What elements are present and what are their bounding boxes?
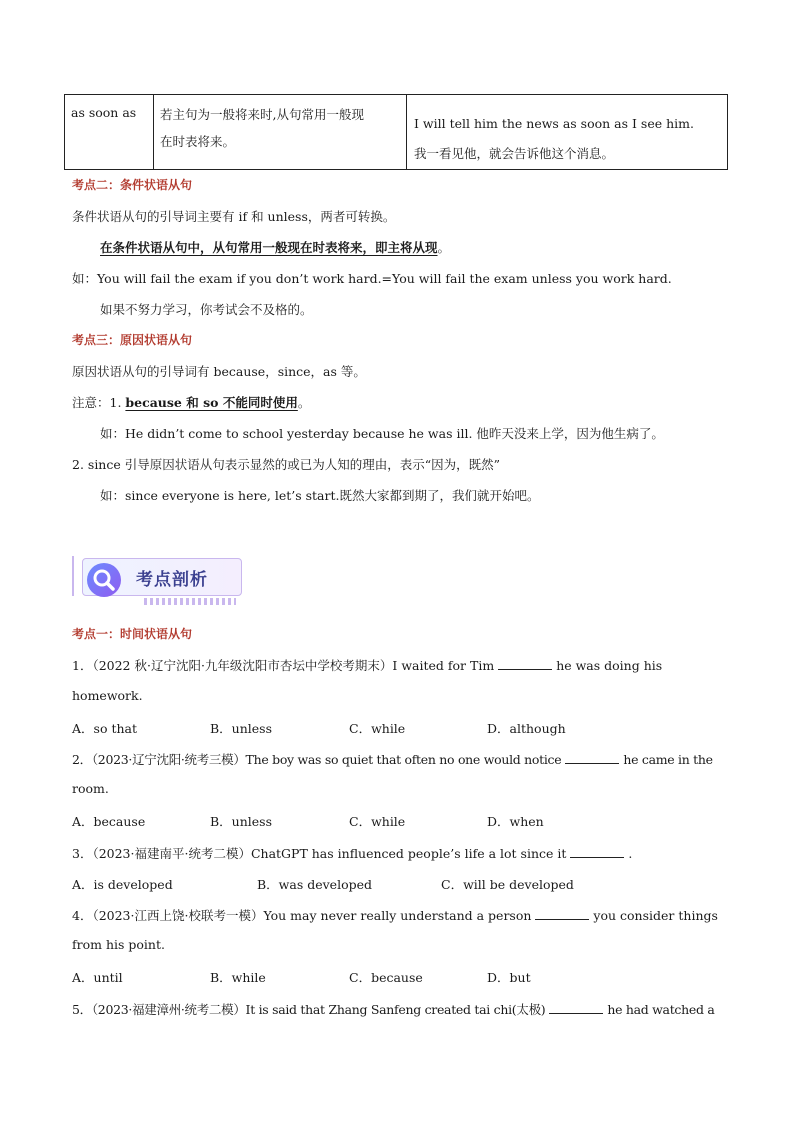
- option-a: A．is developed: [72, 877, 173, 892]
- question-1-cont: homework.: [72, 688, 143, 703]
- table-row: [65, 95, 728, 170]
- example-sentence: 如：You will fail the exam if you don’t work hard.=You will fail the exam unless you work hard.: [72, 271, 672, 286]
- answer-blank: [549, 1001, 603, 1014]
- search-icon: [84, 560, 124, 600]
- question-5: 5．（2023·福建漳州·统考二模）It is said that Zhang Sanfeng created tai chi(太极) he had watched a: [72, 1002, 715, 1017]
- section-heading-conditional: 考点二：条件状语从句: [72, 178, 193, 192]
- option-c: C．will be developed: [441, 877, 574, 892]
- option-a: A．so that: [72, 721, 137, 736]
- option-d: D．but: [487, 970, 531, 985]
- paragraph: 原因状语从句的引导词有 because，since，as 等。: [72, 364, 366, 379]
- question-3: 3．（2023·福建南平·统考二模）ChatGPT has influenced people’s life a lot since it .: [72, 846, 633, 861]
- answer-blank: [570, 845, 624, 858]
- option-b: B．while: [210, 970, 266, 985]
- option-b: B．unless: [210, 814, 273, 829]
- option-a: A．until: [72, 970, 123, 985]
- note: 注意：1. because 和 so 不能同时使用。: [72, 395, 311, 410]
- table-cell-conjunction: as soon as: [65, 95, 154, 170]
- section-banner: [72, 552, 244, 608]
- option-c: C．because: [349, 970, 423, 985]
- section-heading-reason: 考点三：原因状语从句: [72, 333, 193, 347]
- option-c: C．while: [349, 814, 406, 829]
- question-2: 2．（2023·辽宁沈阳·统考三模）The boy was so quiet that often no one would notice he came in the: [72, 752, 713, 767]
- table-cell-rule: 若主句为一般将来时,从句常用一般现 在时表将来。: [154, 95, 407, 170]
- question-2-cont: room.: [72, 781, 109, 796]
- option-d: D．although: [487, 721, 566, 736]
- option-c: C．while: [349, 721, 406, 736]
- paragraph: 条件状语从句的引导词主要有 if 和 unless，两者可转换。: [72, 209, 396, 224]
- option-a: A．because: [72, 814, 146, 829]
- example-translation: 如果不努力学习，你考试会不及格的。: [100, 302, 313, 317]
- option-b: B．unless: [210, 721, 273, 736]
- banner-title: 考点剖析: [136, 570, 208, 590]
- key-rule: 在条件状语从句中，从句常用一般现在时表将来，即主将从现。: [100, 240, 451, 255]
- question-4: 4．（2023·江西上饶·校联考一模）You may never really understand a person you consider things: [72, 908, 718, 923]
- example-sentence: 如：since everyone is here, let’s start.既然大家都到期了，我们就开始吧。: [100, 488, 540, 503]
- answer-blank: [498, 657, 552, 670]
- question-1: 1．（2022 秋·辽宁沈阳·九年级沈阳市杏坛中学校考期末）I waited for Tim he was doing his: [72, 658, 663, 673]
- answer-blank: [535, 907, 589, 920]
- paragraph: 2. since 引导原因状语从句表示显然的或已为人知的理由，表示“因为，既然”: [72, 457, 501, 472]
- grammar-table: [64, 94, 728, 170]
- table-cell-example: I will tell him the news as soon as I see him. 我一看见他，就会告诉他这个消息。: [407, 95, 728, 170]
- answer-blank: [565, 751, 619, 764]
- example-sentence: 如：He didn’t come to school yesterday because he was ill. 他昨天没来上学，因为他生病了。: [100, 426, 664, 441]
- question-4-cont: from his point.: [72, 937, 165, 952]
- option-b: B．was developed: [257, 877, 373, 892]
- option-d: D．when: [487, 814, 544, 829]
- section-heading-time: 考点一：时间状语从句: [72, 627, 193, 641]
